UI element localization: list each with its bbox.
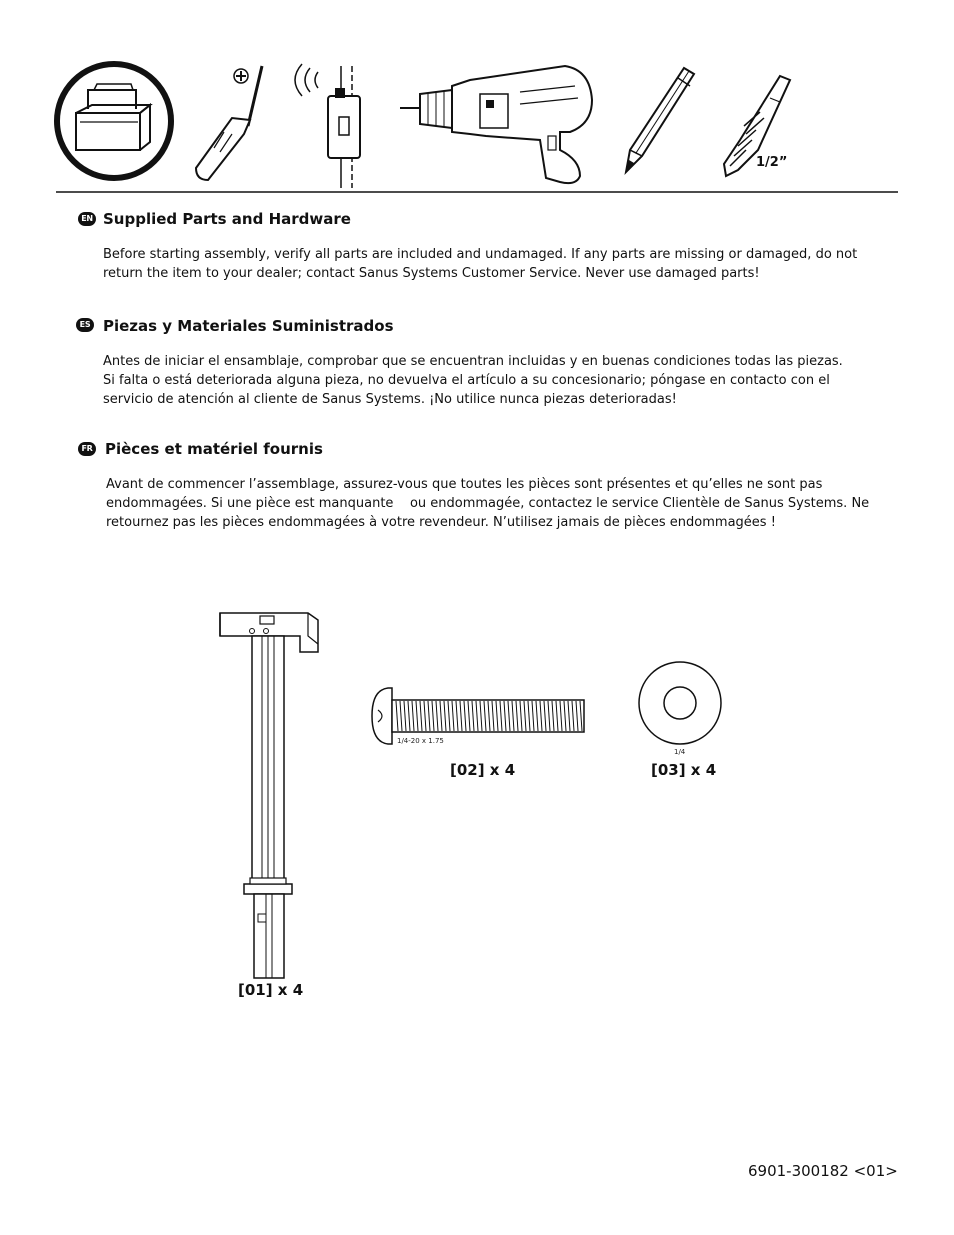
- washer-spec-label: 1/4: [674, 748, 686, 756]
- section-line: Avant de commencer l’assemblage, assurez-vous que toutes les pièces sont présentes et qu’elles ne sont pas: [106, 477, 823, 492]
- section-title-en: Supplied Parts and Hardware: [103, 210, 351, 228]
- phillips-screwdriver-icon: [196, 66, 262, 180]
- parts-illustrations: [0, 600, 954, 1000]
- section-line: retournez pas les pièces endommagées à votre revendeur. N’utilisez jamais de pièces endommagées !: [106, 515, 776, 530]
- section-line: Si falta o está deteriorada alguna pieza, no devuelva el artículo a su concesionario; póngase en contacto con el: [103, 373, 830, 388]
- section-body-en: [103, 245, 863, 283]
- power-drill-icon: [400, 66, 592, 183]
- stud-finder-icon: [295, 64, 360, 188]
- drill-bit-size-label: 1/2”: [756, 155, 788, 170]
- bracket-arm-icon: [220, 613, 318, 978]
- bolt-icon: [372, 688, 584, 744]
- section-body-es: [103, 352, 863, 409]
- language-badge-es: ES: [76, 318, 94, 332]
- toolbox-icon: [57, 64, 171, 178]
- tools-strip: [0, 0, 954, 200]
- section-line: endommagées. Si une pièce est manquante ou endommagée, contactez le service Clientèle de Sanus Systems. Ne: [106, 496, 870, 511]
- section-line: Before starting assembly, verify all parts are included and undamaged. If any parts are missing or damaged, do not: [103, 247, 858, 262]
- part-02-label: [02] x 4: [450, 761, 516, 779]
- section-line: servicio de atención al cliente de Sanus Systems. ¡No utilice nunca piezas deterioradas!: [103, 392, 677, 407]
- section-title-es: Piezas y Materiales Suministrados: [103, 317, 394, 335]
- bolt-spec-label: 1/4-20 x 1.75: [397, 737, 444, 745]
- language-badge-fr: FR: [78, 442, 96, 456]
- section-title-fr: Pièces et matériel fournis: [105, 440, 323, 458]
- part-01-label: [01] x 4: [238, 981, 304, 999]
- section-line: Antes de iniciar el ensamblaje, comprobar que se encuentran incluidas y en buenas condiciones todas las piezas.: [103, 354, 843, 369]
- part-03-label: [03] x 4: [651, 761, 717, 779]
- washer-icon: [639, 662, 721, 744]
- language-badge-en: EN: [78, 212, 96, 226]
- pencil-icon: [626, 68, 694, 172]
- document-number: 6901-300182 <01>: [748, 1162, 898, 1180]
- section-body-fr: [106, 475, 886, 532]
- section-line: return the item to your dealer; contact Sanus Systems Customer Service. Never use damaged parts!: [103, 266, 760, 281]
